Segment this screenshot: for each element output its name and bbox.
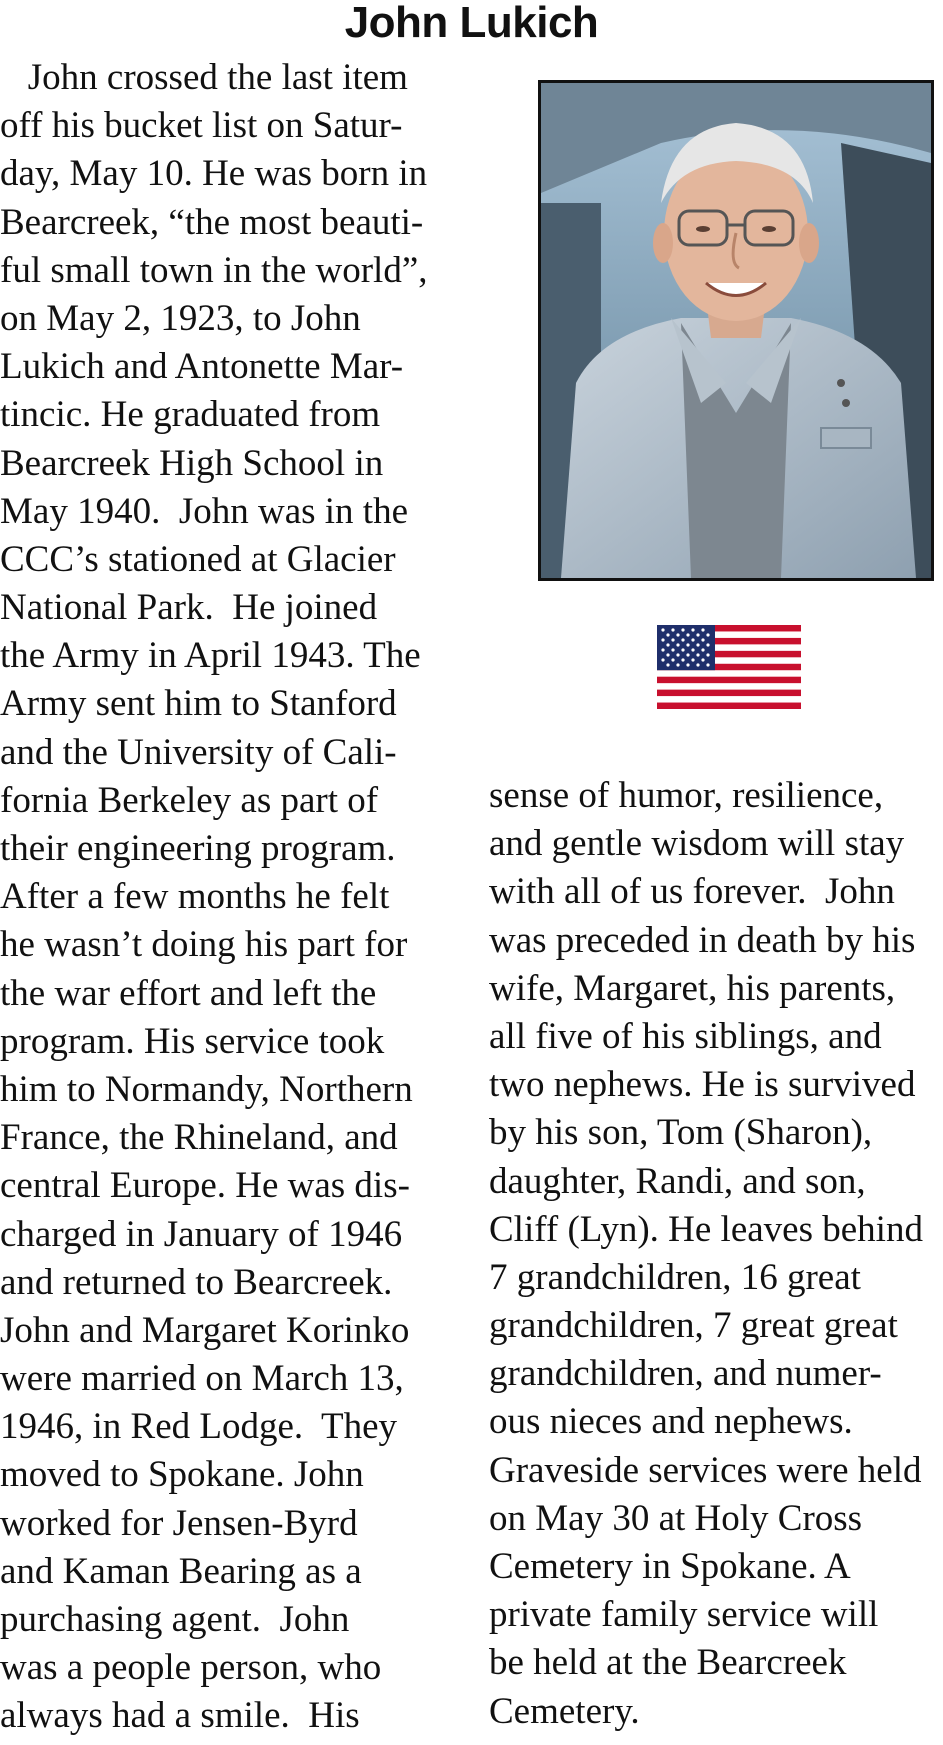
text-line: 1946, in Red Lodge. They: [0, 1406, 398, 1448]
text-line: purchasing agent. John: [0, 1599, 350, 1640]
text-line: always had a smile. His: [0, 1695, 360, 1737]
text-line: on May 30 at Holy Cross: [489, 1497, 863, 1539]
text-line: France, the Rhineland, and: [0, 1117, 398, 1159]
text-line: moved to Spokane. John: [0, 1454, 364, 1496]
text-line: be held at the Bearcreek: [489, 1642, 847, 1684]
text-line: May 1940. John was in the: [0, 490, 408, 532]
text-line: After a few months he felt: [0, 876, 390, 918]
text-line: was preceded in death by his: [489, 919, 916, 961]
obituary-title: John Lukich: [344, 0, 599, 47]
text-line: and gentle wisdom will stay: [489, 823, 905, 865]
text-line: he wasn’t doing his part for: [0, 924, 408, 966]
text-line: 7 grandchildren, 16 great: [489, 1256, 861, 1298]
text-line: Cemetery.: [489, 1690, 640, 1732]
text-line: their engineering program.: [0, 828, 396, 869]
text-line: tincic. He graduated from: [0, 394, 381, 436]
text-line: sense of humor, resilience,: [489, 775, 884, 816]
text-line: daughter, Randi, and son,: [489, 1160, 866, 1202]
text-line: ful small town in the world”,: [0, 249, 428, 291]
text-line: were married on March 13,: [0, 1358, 404, 1400]
text-line: Bearcreek, “the most beauti-: [0, 201, 424, 243]
text-line: was a people person, who: [0, 1647, 382, 1689]
portrait-illustration: [541, 83, 931, 578]
text-line: all five of his siblings, and: [489, 1015, 882, 1057]
text-line: Graveside services were held: [489, 1449, 922, 1491]
text-line: and Kaman Bearing as a: [0, 1550, 362, 1592]
text-line: grandchildren, and numer-: [489, 1353, 882, 1395]
text-line: Lukich and Antonette Mar-: [0, 346, 404, 388]
text-line: on May 2, 1923, to John: [0, 297, 361, 339]
text-line: the war effort and left the: [0, 972, 377, 1014]
text-line: wife, Margaret, his parents,: [489, 967, 896, 1009]
text-line: John crossed the last item: [0, 57, 408, 98]
text-line: program. His service took: [0, 1020, 385, 1062]
text-line: worked for Jensen-Byrd: [0, 1502, 358, 1544]
text-line: by his son, Tom (Sharon),: [489, 1112, 873, 1154]
text-line: Bearcreek High School in: [0, 442, 384, 484]
text-line: private family service will: [489, 1594, 879, 1636]
text-line: Army sent him to Stanford: [0, 683, 397, 725]
obituary-right-column: [489, 772, 943, 1736]
text-line: central Europe. He was dis-: [0, 1165, 410, 1207]
text-line: ous nieces and nephews.: [489, 1401, 853, 1443]
text-line: National Park. He joined: [0, 587, 378, 629]
text-line: off his bucket list on Satur-: [0, 105, 403, 147]
text-line: him to Normandy, Northern: [0, 1068, 413, 1110]
text-line: the Army in April 1943. The: [0, 635, 421, 677]
text-line: CCC’s stationed at Glacier: [0, 538, 396, 580]
text-line: with all of us forever. John: [489, 871, 895, 913]
text-line: grandchildren, 7 great great: [489, 1305, 898, 1347]
text-line: two nephews. He is survived: [489, 1064, 916, 1106]
obituary-left-column: [0, 54, 450, 1741]
american-flag-icon: [657, 625, 801, 709]
text-line: and returned to Bearcreek.: [0, 1261, 393, 1303]
text-line: Cemetery in Spokane. A: [489, 1546, 851, 1587]
text-line: fornia Berkeley as part of: [0, 779, 379, 821]
text-line: day, May 10. He was born in: [0, 153, 428, 195]
text-line: John and Margaret Korinko: [0, 1309, 410, 1351]
text-line: charged in January of 1946: [0, 1213, 403, 1255]
portrait-photo: [538, 80, 934, 581]
text-line: and the University of Cali-: [0, 731, 397, 773]
text-line: Cliff (Lyn). He leaves behind: [489, 1208, 923, 1250]
